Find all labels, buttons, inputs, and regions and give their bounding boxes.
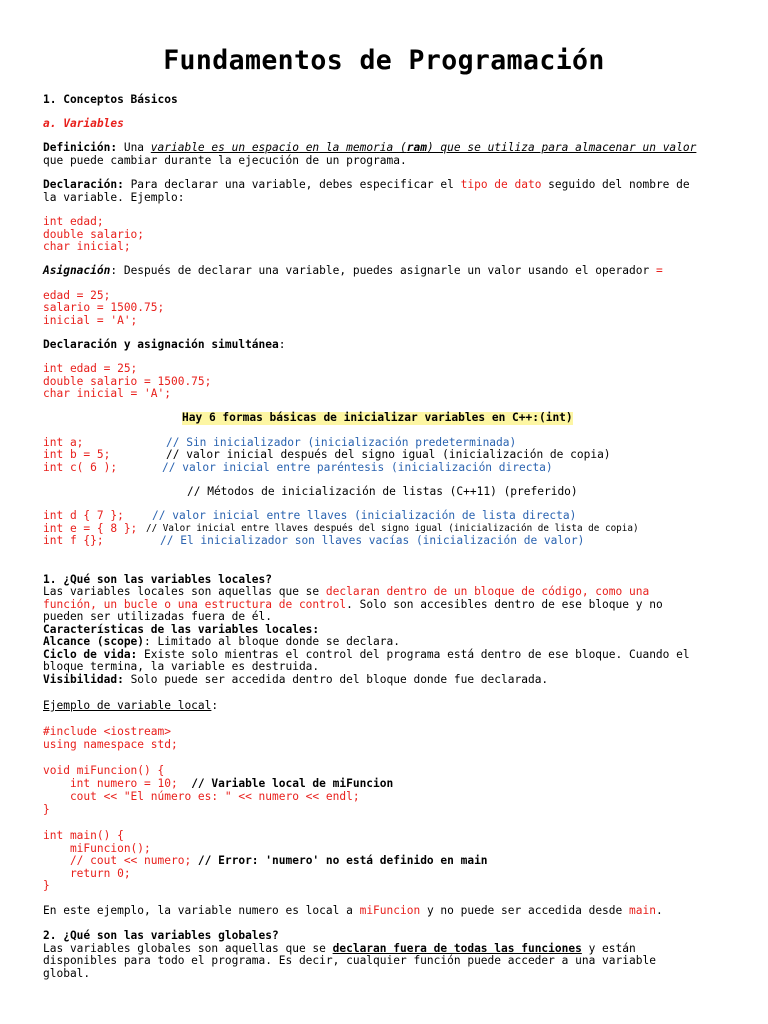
code-line (43, 855, 488, 868)
scope-label: Alcance (scope) (43, 635, 145, 648)
code-variable-declaration: int numero = 10; (43, 777, 178, 790)
code-line: salario = 1500.75; (43, 301, 165, 314)
code-line: double salario; (43, 228, 145, 241)
local-red-text-2: función, un bucle o una estructura de control (43, 598, 347, 611)
code-line: edad = 25; (43, 289, 111, 302)
code-line: void miFuncion() { (43, 764, 165, 777)
init-comment: // Sin inicializador (inicialización predeterminada) (166, 436, 517, 449)
code-line: using namespace std; (43, 738, 178, 751)
code-line: cout << "El número es: " << numero << endl; (43, 790, 360, 803)
example-colon: : (211, 699, 219, 712)
subsection-heading-variables: a. Variables (43, 117, 124, 130)
assignment-operator: = (655, 264, 663, 277)
global-variables-line-2: disponibles para todo el programa. Es decir, cualquier función puede acceder a una variable (43, 954, 656, 967)
lifecycle-label: Ciclo de vida: (43, 648, 138, 661)
definition-underlined-1: variable es un espacio en la memoria ( (150, 141, 407, 154)
note-text-3: . (655, 904, 663, 917)
lifecycle-text: Existe solo mientras el control del programa está dentro de ese bloque. Cuando el (137, 648, 690, 661)
code-line: int edad; (43, 215, 104, 228)
lifecycle-line-2: bloque termina, la variable es destruida. (43, 660, 320, 673)
init-code: int e = { 8 }; (43, 522, 138, 535)
declaration-text-2: seguido del nombre de (541, 178, 690, 191)
note-text-1: En este ejemplo, la variable numero es local a (43, 904, 360, 917)
init-code: int d { 7 }; (43, 509, 124, 522)
declaration-assignment-label: Declaración y asignación simultánea (43, 338, 279, 351)
local-variables-question: 1. ¿Qué son las variables locales? (43, 573, 273, 586)
code-line: } (43, 803, 50, 816)
definition-underlined-2: ) que se utiliza para almacenar un valor (426, 141, 697, 154)
init-comment: // valor inicial entre paréntesis (inicialización directa) (162, 461, 553, 474)
code-line: char inicial = 'A'; (43, 387, 171, 400)
declaration-text-1: Para declarar una variable, debes especificar el (123, 178, 461, 191)
note-function-name: miFuncion (359, 904, 421, 917)
global-bold-underlined: declaran fuera de todas las funciones (332, 942, 582, 955)
list-methods-comment: // Métodos de inicialización de listas (C++11) (preferido) (187, 485, 578, 498)
init-comment: // valor inicial después del signo igual (inicialización de copia) (166, 448, 611, 461)
assignment-text: : Después de declarar una variable, puedes asignarle un valor usando el operador (110, 264, 656, 277)
local-text-2: . Solo son accesibles dentro de ese bloque y no (346, 598, 663, 611)
init-code: int a; (43, 436, 84, 449)
init-code: int c( 6 ); (43, 461, 118, 474)
declaration-line-1 (43, 179, 690, 192)
init-forms-heading: Hay 6 formas básicas de inicializar variables en C++:(int) (182, 411, 573, 424)
code-line: inicial = 'A'; (43, 314, 138, 327)
example-note (43, 905, 663, 918)
assignment-label: Asignación (43, 264, 111, 277)
init-comment: // El inicializador son llaves vacías (inicialización de valor) (160, 534, 585, 547)
code-error-comment: // Error: 'numero' no está definido en main (191, 854, 488, 867)
assignment-line (43, 265, 663, 278)
definition-line-1 (43, 142, 696, 155)
visibility-text: Solo puede ser accedida dentro del bloque donde fue declarada. (123, 673, 549, 686)
definition-line-2: que puede cambiar durante la ejecución de un programa. (43, 154, 407, 167)
declaration-red-text: tipo de dato (460, 178, 542, 191)
local-text-1: Las variables locales son aquellas que se (43, 585, 326, 598)
init-code: int f {}; (43, 534, 104, 547)
init-comment: // Valor inicial entre llaves después del signo igual (inicialización de lista de copia) (146, 523, 639, 534)
example-label: Ejemplo de variable local (43, 699, 212, 712)
global-text-2: y están (581, 942, 636, 955)
local-variables-line-1 (43, 586, 649, 599)
code-line (43, 778, 393, 791)
code-commented-cout: // cout << numero; (43, 854, 192, 867)
code-line: int main() { (43, 829, 124, 842)
code-line: } (43, 879, 50, 892)
definition-label: Definición: (43, 141, 118, 154)
visibility-label: Visibilidad: (43, 673, 124, 686)
note-text-2: y no puede ser accedida desde (420, 904, 630, 917)
local-red-text-1: declaran dentro de un bloque de código, como una (325, 585, 650, 598)
init-comment: // valor inicial entre llaves (inicialización de lista directa) (152, 509, 577, 522)
global-text-1: Las variables globales son aquellas que se (43, 942, 333, 955)
characteristics-heading: Características de las variables locales: (43, 623, 320, 636)
code-line: #include <iostream> (43, 725, 171, 738)
note-main: main (629, 904, 656, 917)
code-line: return 0; (43, 867, 131, 880)
global-variables-line-3: global. (43, 967, 91, 980)
declaration-assignment-colon: : (278, 338, 286, 351)
code-line: miFuncion(); (43, 842, 151, 855)
declaration-line-2: la variable. Ejemplo: (43, 191, 185, 204)
code-line: int edad = 25; (43, 362, 138, 375)
init-code: int b = 5; (43, 448, 111, 461)
code-line: char inicial; (43, 240, 131, 253)
code-comment-bold: // Variable local de miFuncion (177, 777, 394, 790)
declaration-label: Declaración: (43, 178, 124, 191)
declaration-assignment-heading (43, 339, 286, 352)
scope-line (43, 636, 400, 649)
scope-text: : Limitado al bloque donde se declara. (144, 635, 400, 648)
global-variables-question: 2. ¿Qué son las variables globales? (43, 929, 279, 942)
example-heading (43, 700, 218, 713)
local-variables-line-3: pueden ser utilizadas fuera de él. (43, 610, 273, 623)
section-heading-conceptos: 1. Conceptos Básicos (43, 93, 178, 106)
visibility-line (43, 674, 548, 687)
definition-ram: ram (406, 141, 427, 154)
code-line: double salario = 1500.75; (43, 375, 212, 388)
definition-text: Una (117, 141, 151, 154)
page-title: Fundamentos de Programación (163, 45, 605, 76)
